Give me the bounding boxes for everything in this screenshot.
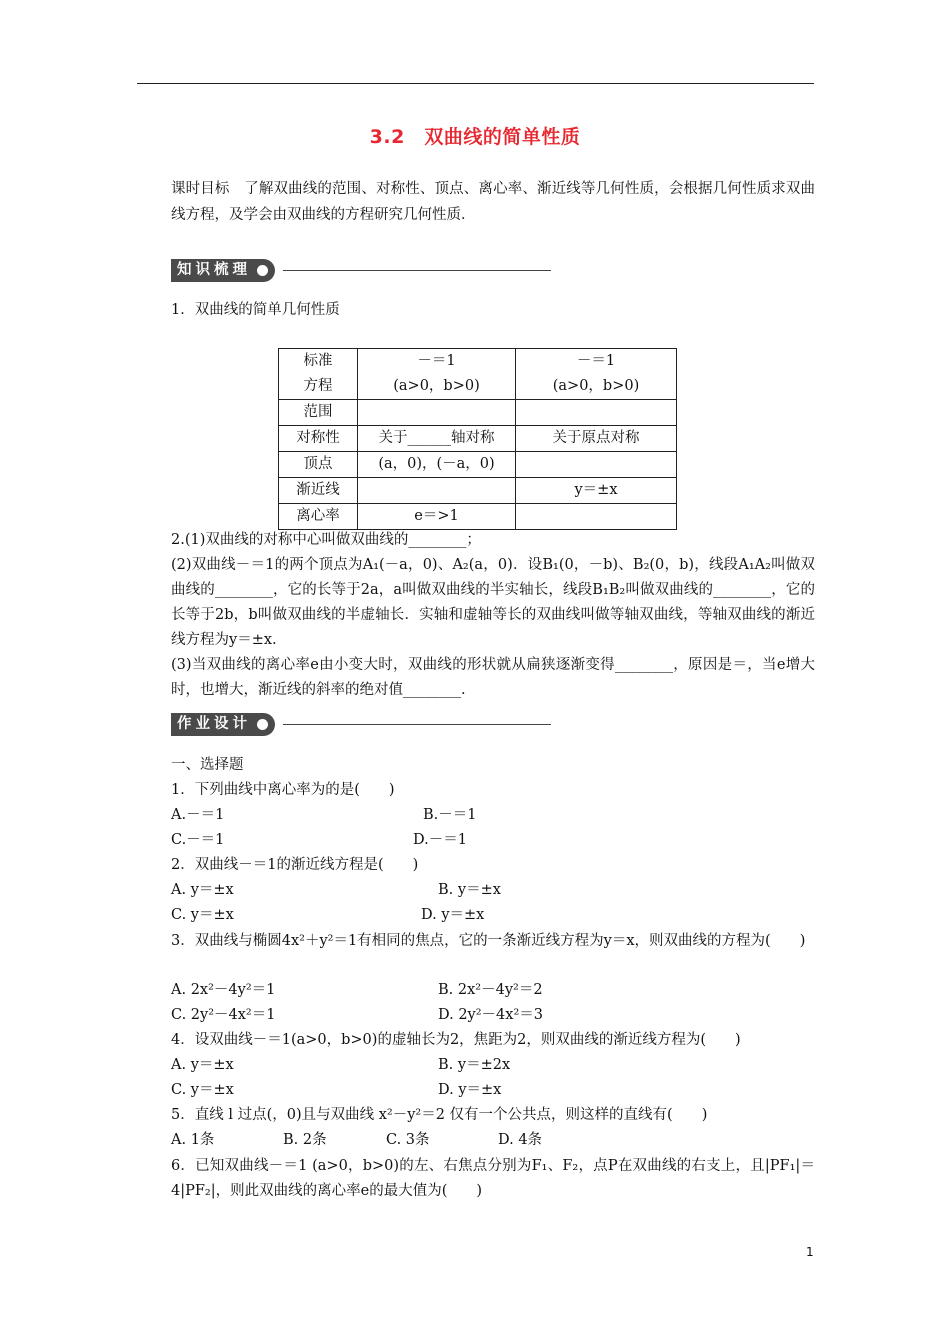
option-a: A. 1条	[171, 1132, 215, 1148]
option-c: C. y＝±x	[171, 1082, 234, 1098]
option-c: C. 3条	[386, 1132, 430, 1148]
section-rule	[283, 724, 551, 725]
table-cell: 顶点	[279, 452, 358, 478]
item-2-1: 2.(1)双曲线的对称中心叫做双曲线的________；	[171, 532, 481, 548]
item-1-title: 1．双曲线的简单几何性质	[171, 302, 340, 318]
lesson-goal: 课时目标 了解双曲线的范围、对称性、顶点、离心率、渐近线等几何性质，会根据几何性质求双曲线方程，及学会由双曲线的方程研究几何性质．	[171, 181, 815, 223]
question-stem: 5．直线 l 过点(，0)且与双曲线 x²－y²＝2 仅有一个公共点，则这样的直线有( )	[171, 1107, 708, 1123]
table-cell: －＝1 (a>0，b>0)	[358, 349, 516, 400]
section-header-homework	[171, 713, 551, 737]
item-2-2: (2)双曲线－＝1的两个顶点为A₁(－a，0)、A₂(a，0)．设B₁(0，－b)、B₂(0，b)，线段A₁A₂叫做双曲线的________，它的长等于2a，a叫做双曲线的半实轴长，线段B₁B₂叫做双曲线的________，它的长等于2b，b叫做双曲线的半虚轴长．实轴和虚轴等长的双曲线叫做等轴双曲线，等轴双曲线的渐近线方程为y＝±x.	[171, 557, 815, 648]
table-cell: y＝±x	[516, 478, 677, 504]
table-cell	[358, 478, 516, 504]
option-a: A. y＝±x	[171, 882, 234, 898]
header-rule	[137, 83, 814, 84]
table-row	[279, 400, 677, 426]
hyperbola-properties-table	[278, 348, 677, 530]
option-d: D. 4条	[498, 1132, 543, 1148]
page-title: 3.2 双曲线的简单性质	[369, 126, 581, 148]
table-cell: －＝1 (a>0，b>0)	[516, 349, 677, 400]
option-d: D. y＝±x	[438, 1082, 502, 1098]
question-stem: 6．已知双曲线－＝1 (a>0，b>0)的左、右焦点分别为F₁、F₂，点P在双曲线的右支上，且|PF₁|＝4|PF₂|，则此双曲线的离心率e的最大值为( )	[171, 1158, 815, 1199]
option-d: D. y＝±x	[421, 907, 485, 923]
question-stem: 4．设双曲线－＝1(a>0，b>0)的虚轴长为2，焦距为2，则双曲线的渐近线方程为( )	[171, 1032, 741, 1048]
question-stem: 3．双曲线与椭圆4x²＋y²＝1有相同的焦点，它的一条渐近线方程为y＝x，则双曲线的方程为( )	[171, 933, 806, 949]
bullet-dot-icon	[257, 265, 268, 276]
option-b: B. y＝±2x	[438, 1057, 511, 1073]
option-b: B.－＝1	[423, 807, 477, 823]
option-a: A. 2x²－4y²＝1	[171, 982, 276, 998]
option-d: D.－＝1	[413, 832, 467, 848]
option-c: C. y＝±x	[171, 907, 234, 923]
table-row	[279, 478, 677, 504]
option-d: D. 2y²－4x²＝3	[438, 1007, 543, 1023]
table-cell: 渐近线	[279, 478, 358, 504]
table-row	[279, 349, 677, 400]
table-cell	[516, 400, 677, 426]
bullet-dot-icon	[257, 719, 268, 730]
page-number: 1	[806, 1245, 814, 1259]
option-b: B. y＝±x	[438, 882, 501, 898]
table-cell: 离心率	[279, 504, 358, 530]
option-a: A. y＝±x	[171, 1057, 234, 1073]
option-c: C. 2y²－4x²＝1	[171, 1007, 276, 1023]
option-b: B. 2x²－4y²＝2	[438, 982, 543, 998]
question-stem: 2．双曲线－＝1的渐近线方程是( )	[171, 857, 419, 873]
part-title: 一、选择题	[171, 757, 244, 773]
table-cell: 关于原点对称	[516, 426, 677, 452]
table-cell	[516, 504, 677, 530]
table-cell: 关于______轴对称	[358, 426, 516, 452]
section-label: 作业设计	[171, 713, 275, 736]
table-cell	[358, 400, 516, 426]
option-b: B. 2条	[283, 1132, 327, 1148]
item-2-3: (3)当双曲线的离心率e由小变大时，双曲线的形状就从扁狭逐渐变得________，原因是＝，当e增大时，也增大，渐近线的斜率的绝对值________.	[171, 657, 815, 698]
table-cell: e＝>1	[358, 504, 516, 530]
option-a: A.－＝1	[171, 807, 225, 823]
section-header-knowledge	[171, 259, 551, 283]
table-cell: 对称性	[279, 426, 358, 452]
table-cell: 范围	[279, 400, 358, 426]
question-stem: 1．下列曲线中离心率为的是( )	[171, 782, 395, 798]
table-row	[279, 452, 677, 478]
table-row	[279, 504, 677, 530]
option-c: C.－＝1	[171, 832, 225, 848]
table-cell: 标准 方程	[279, 349, 358, 400]
section-label: 知识梳理	[171, 259, 275, 282]
section-rule	[283, 270, 551, 271]
table-row	[279, 426, 677, 452]
table-cell	[516, 452, 677, 478]
table-cell: (a，0)，(－a，0)	[358, 452, 516, 478]
